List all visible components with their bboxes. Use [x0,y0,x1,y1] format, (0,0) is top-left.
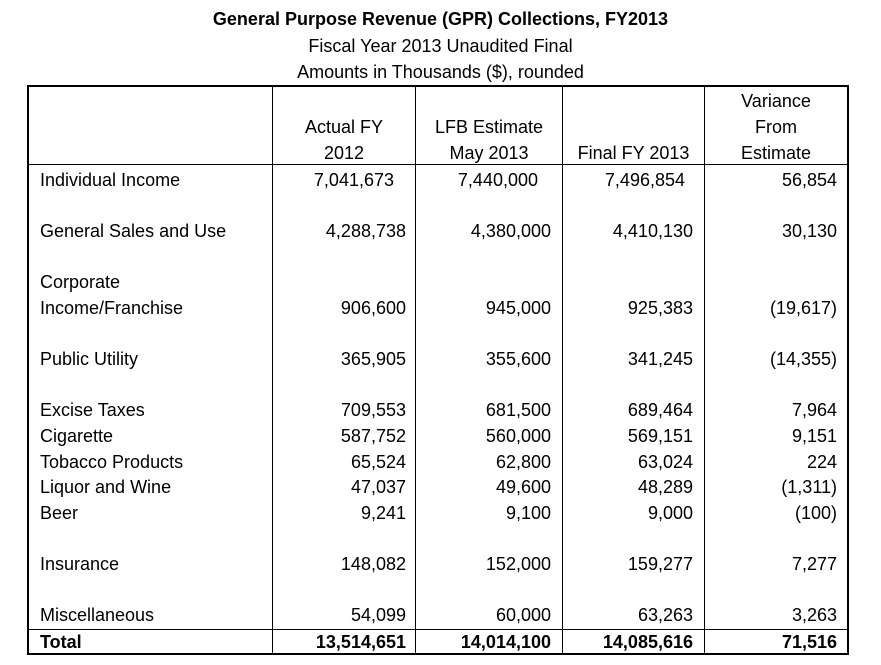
cell-final: 159,277 [627,554,693,574]
cell-final: 4,410,130 [612,221,693,241]
cell-lfb: 4,380,000 [470,221,551,241]
header-variance-line1: Variance [741,91,811,111]
header-final: Final FY 2013 [577,143,690,163]
cell-final: 341,245 [627,349,693,369]
cell-actual: 9,241 [360,503,406,523]
report-subtitle: Fiscal Year 2013 Unaudited Final [308,36,573,56]
column-divider [704,87,705,653]
cell-final: 9,000 [647,503,693,523]
cell-actual: 906,600 [340,298,406,318]
cell-actual: 709,553 [340,400,406,420]
column-divider [562,87,563,653]
row-label: Beer [40,503,79,523]
header-variance-line3: Estimate [740,143,812,163]
cell-variance: (1,311) [781,477,837,497]
row-label: Cigarette [40,426,114,446]
total-label: Total [40,632,82,652]
total-divider [29,629,847,630]
header-lfb-line2: May 2013 [449,143,529,163]
report-title: General Purpose Revenue (GPR) Collections, FY2013 [212,9,669,29]
units-note: Amounts in Thousands ($), rounded [297,62,584,82]
cell-actual: 4,288,738 [325,221,406,241]
cell-variance: 56,854 [781,170,837,190]
cell-variance: 9,151 [791,426,837,446]
cell-actual: 7,041,673 [313,170,394,190]
row-label: Income/Franchise [40,298,184,318]
cell-lfb: 60,000 [495,605,551,625]
cell-lfb: 681,500 [485,400,551,420]
cell-lfb: 62,800 [495,452,551,472]
cell-variance: 30,130 [781,221,837,241]
row-label: Excise Taxes [40,400,145,420]
total-actual: 13,514,651 [315,632,406,652]
column-divider [272,87,273,653]
cell-lfb: 355,600 [485,349,551,369]
cell-variance: 7,277 [791,554,837,574]
revenue-table [27,85,849,655]
row-label: Miscellaneous [40,605,155,625]
row-label: Liquor and Wine [40,477,172,497]
cell-actual: 54,099 [350,605,406,625]
cell-lfb: 7,440,000 [457,170,538,190]
total-final: 14,085,616 [602,632,693,652]
header-actual-line2: 2012 [323,143,365,163]
row-label: Public Utility [40,349,139,369]
header-actual-line1: Actual FY [304,117,384,137]
row-label-line1: Corporate [40,272,121,292]
cell-actual: 148,082 [340,554,406,574]
cell-final: 569,151 [627,426,693,446]
total-lfb: 14,014,100 [460,632,551,652]
cell-final: 63,263 [637,605,693,625]
cell-actual: 365,905 [340,349,406,369]
header-variance-line2: From [755,117,797,137]
row-label: Insurance [40,554,120,574]
cell-lfb: 560,000 [485,426,551,446]
cell-variance: (100) [794,503,837,523]
cell-final: 925,383 [627,298,693,318]
cell-final: 63,024 [637,452,693,472]
cell-final: 689,464 [627,400,693,420]
cell-variance: 3,263 [791,605,837,625]
cell-variance: (19,617) [769,298,837,318]
cell-actual: 65,524 [350,452,406,472]
cell-lfb: 49,600 [495,477,551,497]
cell-variance: 7,964 [791,400,837,420]
row-label: Tobacco Products [40,452,184,472]
total-variance: 71,516 [781,632,837,652]
cell-actual: 587,752 [340,426,406,446]
column-divider [415,87,416,653]
header-lfb-line1: LFB Estimate [434,117,544,137]
cell-variance: 224 [806,452,837,472]
row-label: General Sales and Use [40,221,227,241]
cell-final: 7,496,854 [604,170,685,190]
cell-lfb: 9,100 [505,503,551,523]
cell-lfb: 152,000 [485,554,551,574]
cell-variance: (14,355) [769,349,837,369]
cell-actual: 47,037 [350,477,406,497]
cell-final: 48,289 [637,477,693,497]
row-label: Individual Income [40,170,181,190]
cell-lfb: 945,000 [485,298,551,318]
